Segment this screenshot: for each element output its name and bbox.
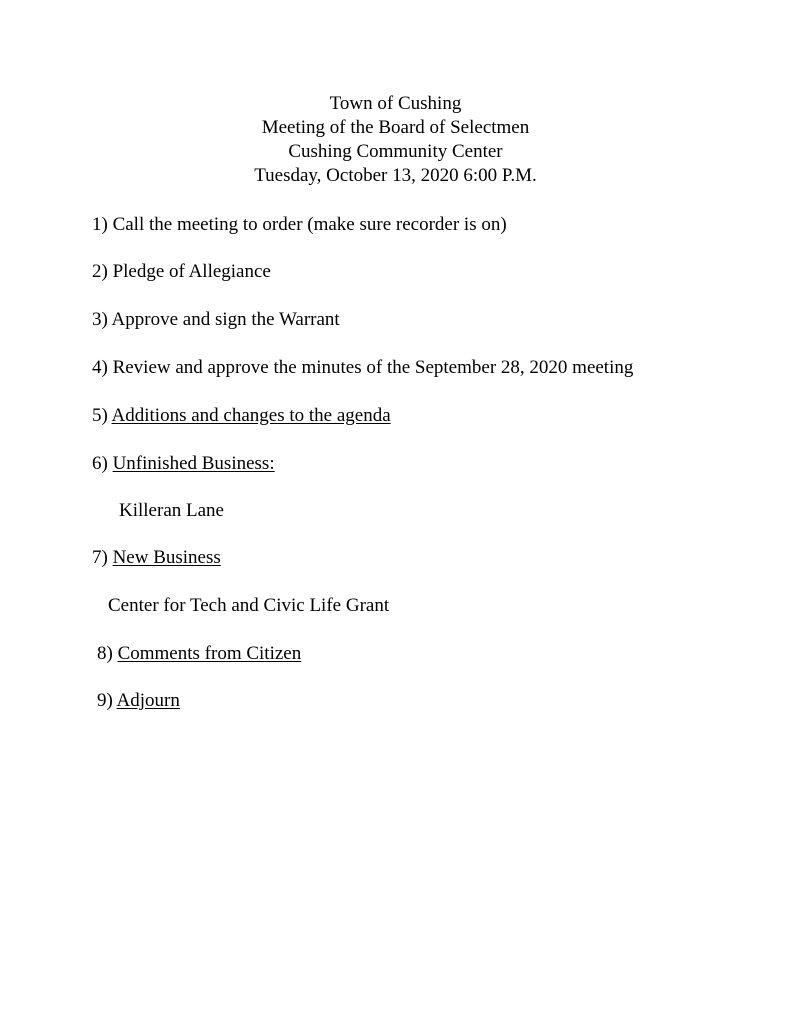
agenda-item-number: 9) [97, 690, 113, 711]
agenda-item-text: Approve and sign the Warrant [111, 309, 340, 330]
agenda-item-text: Adjourn [116, 690, 180, 711]
agenda-item-4 [92, 357, 633, 379]
agenda-subitem-killeran-lane: Killeran Lane [119, 500, 224, 521]
agenda-item-text: Comments from Citizen [117, 643, 302, 664]
agenda-item-text: Review and approve the minutes of the September 28, 2020 meeting [112, 357, 634, 378]
agenda-item-8 [97, 643, 301, 665]
agenda-item-9 [97, 690, 180, 712]
agenda-item-text: Call the meeting to order (make sure recorder is on) [112, 214, 507, 235]
agenda-item-number: 4) [92, 357, 108, 378]
agenda-item-text: Additions and changes to the agenda [111, 405, 391, 426]
agenda-item-5 [92, 405, 391, 427]
meeting-title: Meeting of the Board of Selectmen [261, 117, 530, 138]
agenda-item-text: Pledge of Allegiance [112, 261, 271, 282]
agenda-item-number: 8) [97, 643, 113, 664]
agenda-item-text: New Business [112, 547, 221, 568]
agenda-item-2 [92, 261, 271, 283]
meeting-location: Cushing Community Center [288, 141, 503, 162]
agenda-item-number: 1) [92, 214, 108, 235]
town-title: Town of Cushing [329, 93, 462, 114]
meeting-datetime: Tuesday, October 13, 2020 6:00 P.M. [254, 165, 537, 186]
agenda-item-number: 2) [92, 261, 108, 282]
agenda-item-1 [92, 214, 507, 236]
agenda-subitem-ctcl-grant: Center for Tech and Civic Life Grant [108, 595, 390, 616]
agenda-item-7 [92, 547, 221, 569]
agenda-item-number: 6) [92, 453, 108, 474]
agenda-item-number: 7) [92, 547, 108, 568]
agenda-item-6 [92, 453, 275, 475]
agenda-item-text: Unfinished Business: [112, 453, 275, 474]
agenda-item-number: 5) [92, 405, 108, 426]
agenda-item-3 [92, 309, 340, 331]
agenda-item-number: 3) [92, 309, 108, 330]
